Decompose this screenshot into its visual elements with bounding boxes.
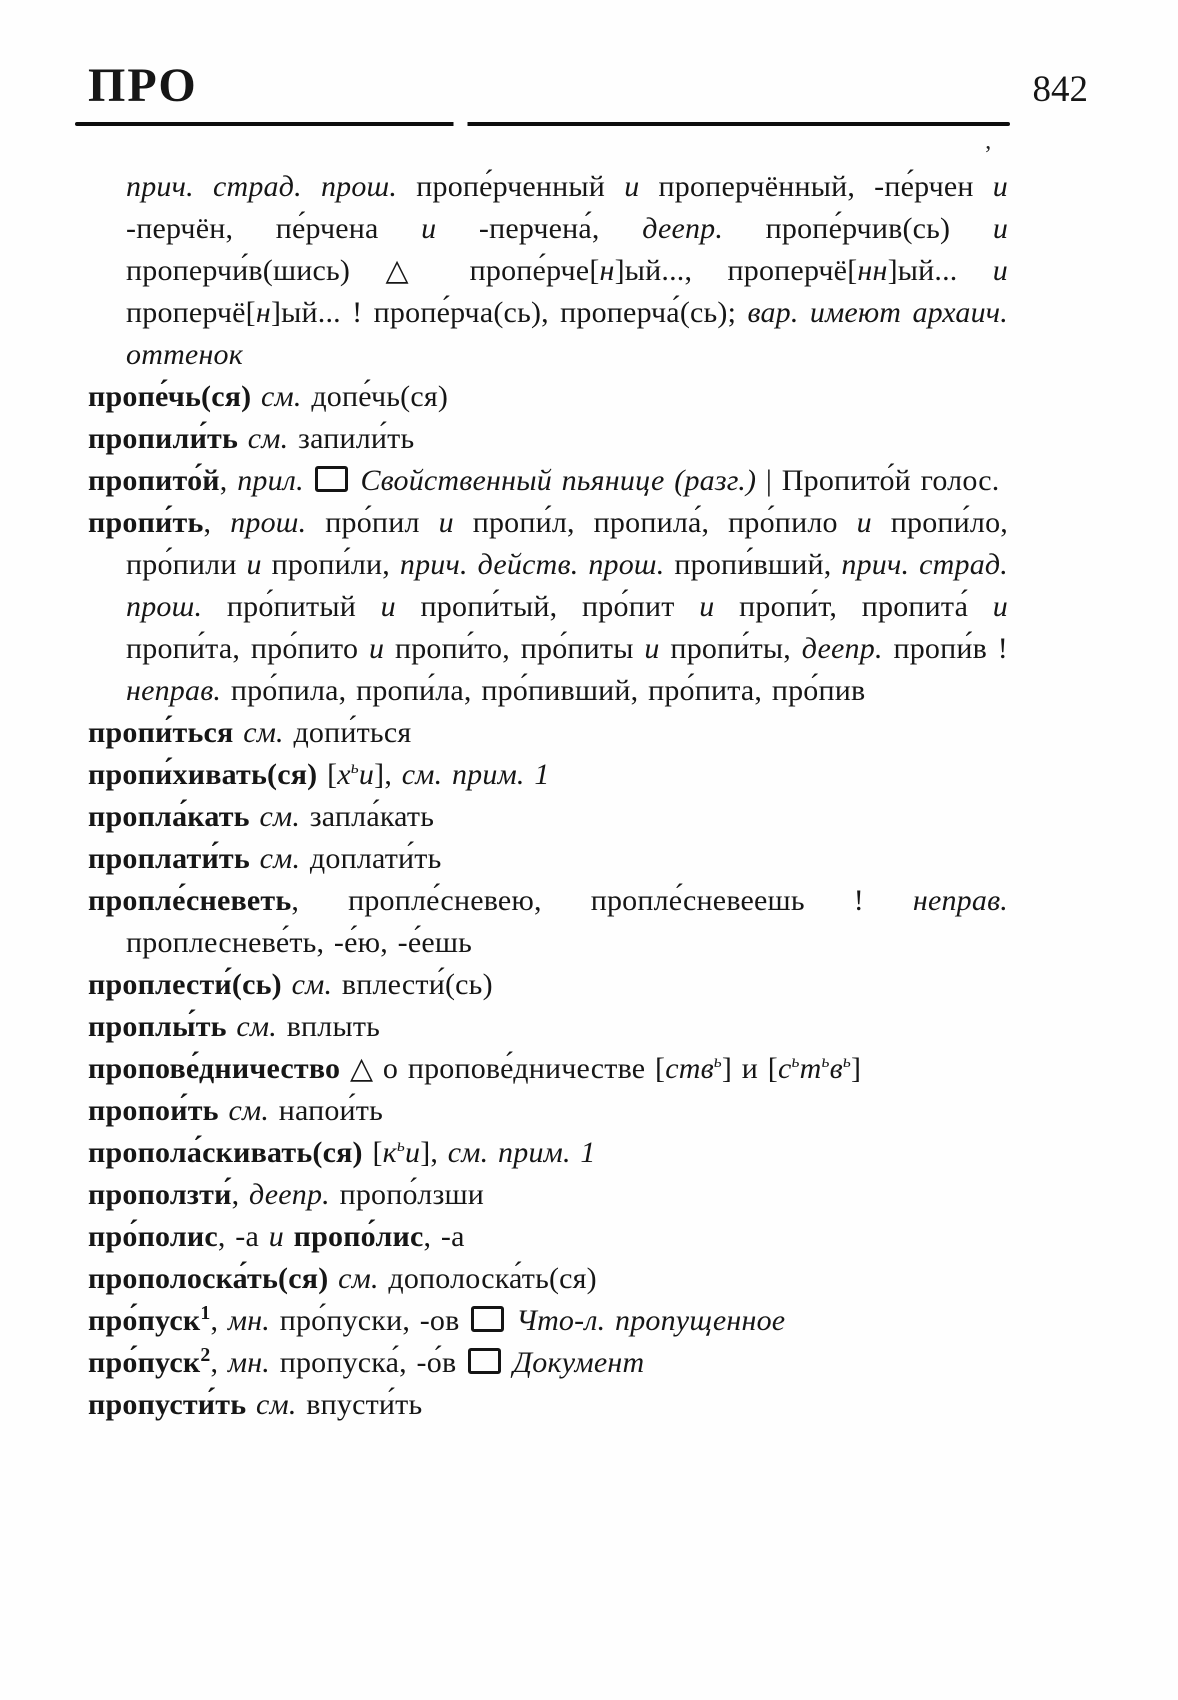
text-run: и [380,590,396,623]
text-run: и [246,548,262,581]
text-run: пропи́в ! [893,632,1008,665]
entry-continuation [88,166,1008,376]
text-run: к [382,1136,397,1169]
text-run: см. [259,800,310,833]
text-run: проперчённый, -пе́рчен [639,170,993,203]
text-run: ств [665,1052,714,1085]
text-run: ] [850,1052,862,1085]
text-run [284,1220,294,1253]
dictionary-entry [88,1048,1008,1090]
dictionary-entry [88,1090,1008,1132]
text-run: деепр. [248,1178,340,1211]
text-run: про́пуск [88,1346,201,1379]
dictionary-entry [88,1300,1008,1342]
text-run: см. [236,1010,287,1043]
text-run: ], [374,758,402,791]
text-run: прич. страд. прош. [126,170,417,203]
text-run: мн. [227,1346,280,1379]
text-run: см. [261,380,312,413]
dictionary-entry [88,880,1008,964]
text-run: пропили́ть [88,422,248,455]
dictionary-entry [88,1006,1008,1048]
text-run: пропусти́ть [88,1388,256,1421]
section-heading: ПРО [88,59,198,112]
text-run: [ [327,758,338,791]
text-run: см. [243,716,294,749]
text-run: допи́ться [293,716,412,749]
text-run: пропи́ты, [659,632,802,665]
text-run: и [644,632,660,665]
text-run: Свойственный пьянице (разг.) [360,464,766,497]
text-run: 2 [200,1344,211,1366]
text-run: пропи́ли, [261,548,400,581]
page-number: 842 [1032,69,1088,110]
text-run: неправ. [126,674,231,707]
text-run: х [337,758,351,791]
text-run: доплати́ть [309,842,442,875]
text-run: ь [713,1051,722,1071]
text-run: , [210,1304,228,1337]
dictionary-entry [88,1384,1008,1426]
text-run: , [203,506,231,539]
dictionary-entry [88,964,1008,1006]
text-run: пропуска́, -о́в [279,1346,467,1379]
dictionary-entry [88,754,1008,796]
text-run: неправ. [912,884,1008,917]
text-run: см. [228,1094,279,1127]
text-run: , [210,1346,228,1379]
text-run: пропи́ться [88,716,244,749]
triangle-icon: △ [385,254,470,287]
text-run: см. [255,1388,307,1421]
text-run: см. прим. 1 [401,758,550,791]
text-run: и [624,170,640,203]
dictionary-entry [88,502,1008,712]
text-run: пропо́лзши [339,1178,485,1211]
dictionary-entry [88,1342,1008,1384]
text-run: ь [396,1135,405,1155]
text-run: и [438,506,454,539]
text-run: про́пуск [88,1304,201,1337]
text-run: н [255,296,271,329]
text-run: , [231,1178,249,1211]
text-run: пропла́кать [88,800,260,833]
text-run: проперчё[ [126,296,256,329]
text-run: и [992,170,1008,203]
sense-box-icon [315,466,348,492]
text-run: деепр. [801,632,894,665]
page-header [0,0,1178,110]
text-run: о пропове́дничестве [ [382,1052,666,1085]
text-run: пропи́та, про́пито [126,632,369,665]
text-run: прош. [230,506,326,539]
text-run: и [992,254,1008,287]
text-run: проплы́ть [88,1010,237,1043]
dictionary-entry [88,418,1008,460]
dictionary-entry [88,712,1008,754]
text-run: см. [247,422,299,455]
text-run: допе́чь(ся) [311,380,449,413]
text-run: дополоска́ть(ся) [388,1262,597,1295]
text-run: пропито́й [88,464,220,497]
text-run: ]ый..., проперчё[ [614,254,858,287]
text-run: пропи́вший, [674,548,842,581]
dictionary-entry [88,1132,1008,1174]
text-run: пропи́хивать(ся) [88,758,328,791]
text-run: пропи́тый, про́пит [395,590,700,623]
text-run: т [799,1052,822,1085]
text-run: мн. [227,1304,280,1337]
text-run: запили́ть [298,422,415,455]
text-run: с [777,1052,792,1085]
text-run: и [856,506,872,539]
dictionary-entry [88,1174,1008,1216]
stray-mark: ʼ [984,142,992,168]
text-run: см. [291,968,342,1001]
text-run: пропола́скивать(ся) [88,1136,373,1169]
text-run: про́пуски, -ов [279,1304,470,1337]
dictionary-entry [88,838,1008,880]
text-run: ], [420,1136,448,1169]
text-run: и [358,758,375,791]
text-run: про́питый [226,590,381,623]
text-run: и [268,1220,284,1253]
text-run: напои́ть [278,1094,383,1127]
text-run: и [699,590,715,623]
dictionary-entry [88,460,1008,502]
text-run: ь [821,1051,830,1071]
text-run: ь [350,757,359,777]
text-run: пропи́то, про́питы [384,632,645,665]
text-run: Документ [513,1346,645,1379]
text-run: см. прим. 1 [447,1136,596,1169]
text-run: , -а [423,1220,465,1253]
entries [0,126,1178,1426]
text-run: пропе́рче[ [469,254,600,287]
text-run: см. [259,842,310,875]
text-run: и [992,212,1009,245]
text-run: вплыть [286,1010,381,1043]
text-run: про́пил [325,506,439,539]
text-run: прил. [237,464,314,497]
text-run: пропе́рчив(сь) [765,212,993,245]
text-run: -перчён, пе́рчена [126,212,422,245]
sense-box-icon [468,1348,501,1374]
triangle-icon: △ [349,1052,383,1085]
text-run: Что-л. пропущенное [516,1304,786,1337]
text-run: ]ый... ! пропе́рча(сь), проперча́(сь); [270,296,748,329]
text-run: ь [842,1051,851,1071]
text-run: | Пропито́й голос. [765,464,1000,497]
text-run: впусти́ть [306,1388,423,1421]
text-run: вар. имеют архаич. оттенок [126,296,1008,371]
text-run: ь [791,1051,800,1071]
text-run: пропои́ть [88,1094,229,1127]
text-run: пропове́дничество [88,1052,350,1085]
text-run: запла́кать [309,800,435,833]
text-run: про́пила, пропи́ла, про́пивший, про́пита, про́пив [230,674,866,707]
text-run: пропе́чь(ся) [88,380,262,413]
text-run: прич. страд. прош. [126,548,1008,623]
text-run: пропле́сневеть [88,884,292,917]
text-run: и [405,1136,421,1169]
text-run: -перчена́, [436,212,643,245]
text-run: вплести́(сь) [341,968,493,1001]
text-run: проплесневе́ть, -е́ю, -е́ешь [126,926,473,959]
text-run: и [368,632,385,665]
text-run: см. [338,1262,389,1295]
text-run: пропе́рченный [416,170,625,203]
text-run: про́полис [88,1220,218,1253]
dictionary-entry [88,1258,1008,1300]
text-run: нн [857,254,888,287]
text-run: , [219,464,238,497]
text-run: в [829,1052,843,1085]
text-run: и [992,590,1008,623]
text-run: проперчи́в(шись) [126,254,386,287]
dictionary-entry [88,796,1008,838]
text-run: 1 [200,1302,211,1324]
text-run: деепр. [642,212,766,245]
text-run: , -а [217,1220,269,1253]
dictionary-entry [88,376,1008,418]
text-run: прополоска́ть(ся) [88,1262,339,1295]
text-run: ] и [ [721,1052,778,1085]
dictionary-entry [88,1216,1008,1258]
text-run: прич. действ. прош. [399,548,675,581]
text-run: , пропле́сневею, пропле́сневеешь ! [291,884,913,917]
text-run: пропи́ть [88,506,204,539]
text-run: проползти́ [88,1178,232,1211]
text-run: и [421,212,437,245]
text-run: пропи́т, пропита́ [714,590,993,623]
text-run: пропи́ло, про́пили [126,506,1008,581]
text-run: проплати́ть [88,842,260,875]
text-run: ]ый... [887,254,993,287]
text-run: пропи́л, пропила́, про́пило [453,506,857,539]
text-run: [ [372,1136,383,1169]
text-run: пропо́лис [293,1220,424,1253]
text-run: проплести́(сь) [88,968,292,1001]
text-run: н [599,254,615,287]
sense-box-icon [471,1306,504,1332]
